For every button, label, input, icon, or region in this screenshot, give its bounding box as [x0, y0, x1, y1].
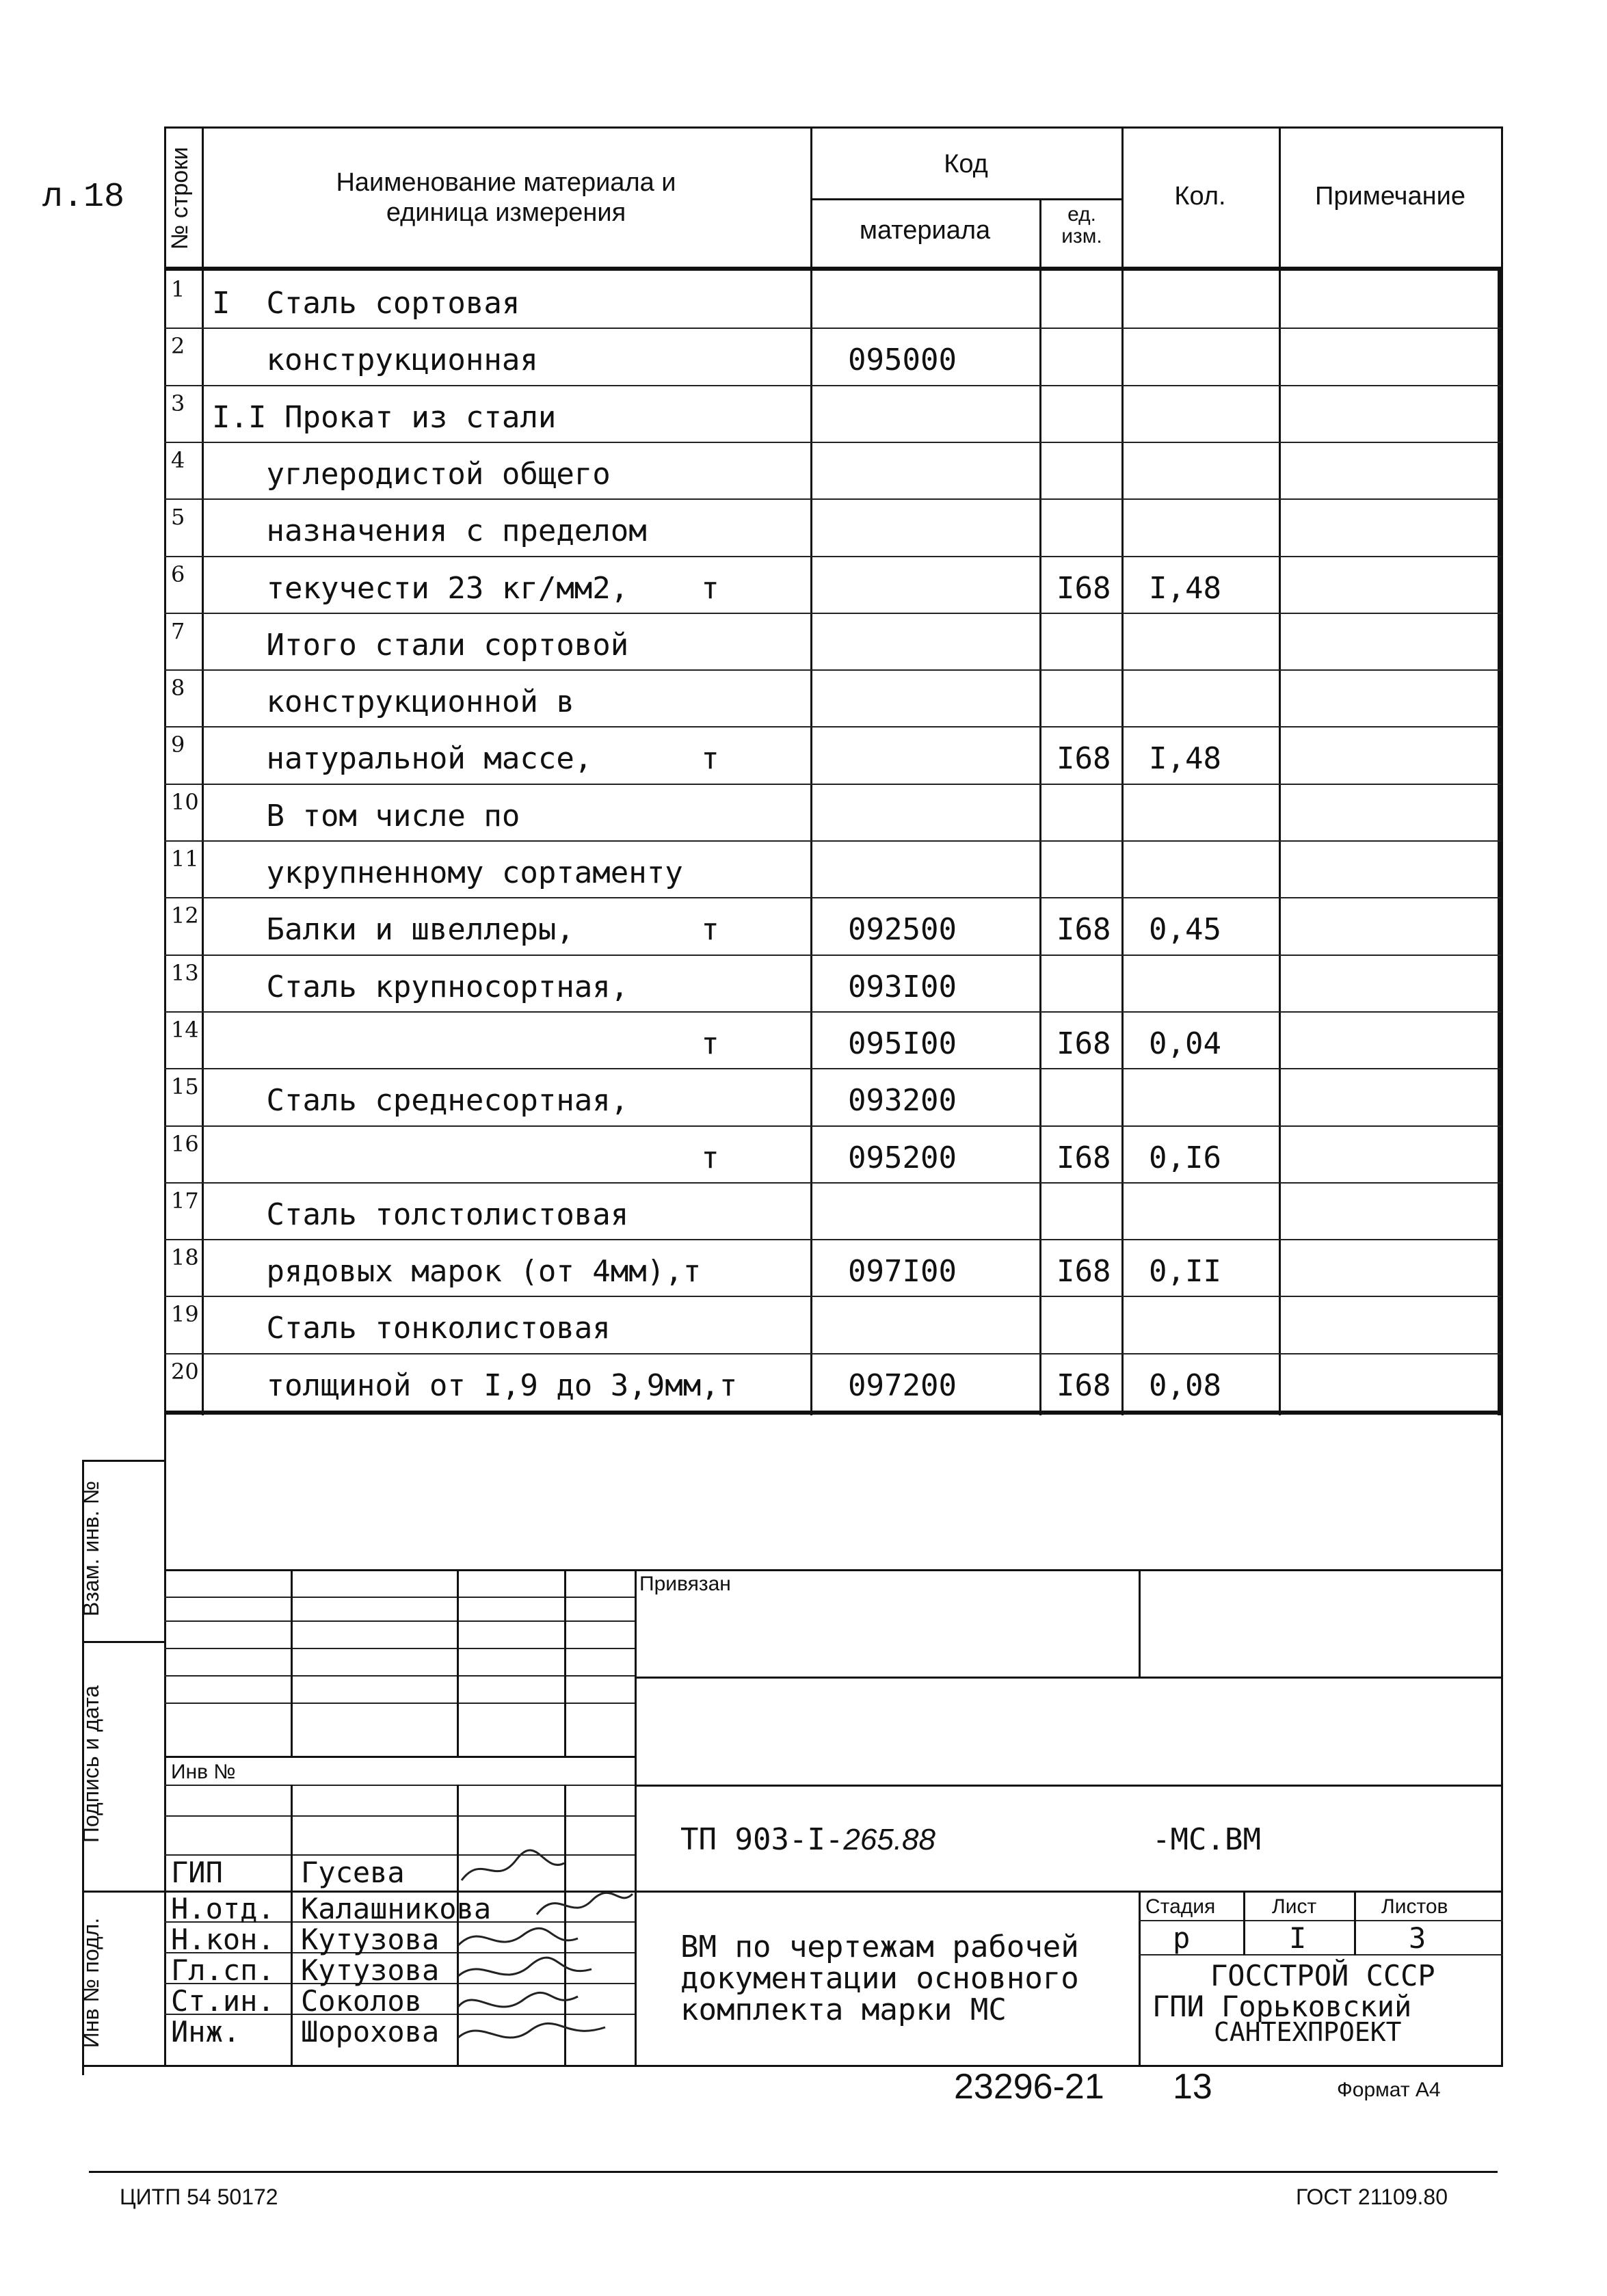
row-name: I Сталь сортовая	[212, 286, 520, 321]
row-code: 097200	[848, 1367, 957, 1403]
row-qty: 0,II	[1149, 1254, 1221, 1290]
row-name: текучести 23 кг/мм2, т	[212, 570, 719, 606]
row-name: укрупненному сортаменту	[212, 855, 683, 890]
row-number: 10	[171, 788, 199, 815]
row-number: 18	[171, 1244, 199, 1271]
stamp-sheet: I	[1289, 1921, 1307, 1955]
stamp-sheets-label: Листов	[1381, 1895, 1448, 1918]
row-unit: I68	[1057, 1140, 1111, 1175]
row-name: В том числе по	[212, 798, 520, 833]
row-number: 9	[171, 732, 185, 758]
row-qty: I,48	[1149, 741, 1221, 777]
footer-page-no: 13	[1173, 2067, 1212, 2107]
row-number: 17	[171, 1187, 199, 1214]
row-name: Балки и швеллеры, т	[212, 912, 719, 948]
row-number: 7	[171, 617, 185, 644]
footer-doc-no: 23296-21	[954, 2067, 1104, 2107]
header-code-unit: ед. изм.	[1061, 203, 1102, 248]
stamp-inv-no: Инв №	[171, 1761, 236, 1783]
row-code: 092500	[848, 912, 957, 948]
row-code: 095200	[848, 1140, 957, 1175]
row-qty: 0,08	[1149, 1367, 1221, 1403]
row-number: 14	[171, 1016, 199, 1043]
org-line1: ГОССТРОЙ СССР	[1210, 1959, 1435, 1992]
stamp-sheet-label: Лист	[1272, 1895, 1317, 1918]
row-number: 16	[171, 1130, 199, 1157]
row-qty: 0,45	[1149, 912, 1221, 948]
row-name: натуральной массе, т	[212, 741, 719, 777]
footer-gost: ГОСТ 21109.80	[1296, 2185, 1448, 2209]
row-number: 1	[171, 276, 185, 302]
org-line3: САНТЕХПРОЕКТ	[1214, 2017, 1402, 2047]
row-unit: I68	[1057, 741, 1111, 777]
row-number: 15	[171, 1073, 199, 1100]
row-unit: I68	[1057, 1026, 1111, 1061]
staff-role: Ст.ин.	[171, 1984, 275, 2018]
header-code: Код	[944, 150, 988, 178]
row-name: Сталь крупносортная,	[212, 969, 629, 1004]
row-number: 19	[171, 1301, 199, 1328]
doc-mark: -МС.ВМ	[1152, 1822, 1261, 1857]
row-number: 13	[171, 959, 199, 986]
org-line2: ГПИ Горьковский	[1152, 1990, 1412, 2023]
row-unit: I68	[1057, 1254, 1111, 1290]
row-name: Сталь тонколистовая	[212, 1311, 611, 1346]
row-number: 6	[171, 561, 185, 587]
row-unit: I68	[1057, 1367, 1111, 1403]
header-qty: Кол.	[1174, 182, 1226, 211]
row-number: 4	[171, 446, 185, 473]
staff-role: Инж.	[171, 2015, 241, 2048]
side-inv-podl: Инв № подл.	[79, 1917, 103, 2048]
row-name: т	[212, 1140, 719, 1175]
row-name: назначения с пределом	[212, 513, 647, 549]
staff-name: Калашникова	[301, 1892, 492, 1925]
header-note: Примечание	[1315, 182, 1465, 211]
footer-printer: ЦИТП 54 50172	[120, 2185, 278, 2209]
staff-role: Гл.сп.	[171, 1953, 275, 1987]
staff-role: Н.кон.	[171, 1923, 275, 1956]
row-name: углеродистой общего	[212, 456, 611, 492]
side-podpis: Подпись и дата	[79, 1685, 103, 1843]
row-code: 093I00	[848, 969, 957, 1004]
staff-role: Н.отд.	[171, 1892, 275, 1925]
staff-name: Шорохова	[301, 2015, 440, 2048]
row-unit: I68	[1057, 570, 1111, 606]
row-name: рядовых марок (от 4мм),т	[212, 1254, 702, 1290]
row-number: 5	[171, 504, 185, 531]
row-code: 095000	[848, 343, 957, 378]
staff-name: Гусева	[301, 1856, 405, 1889]
row-number: 8	[171, 675, 185, 702]
row-qty: 0,I6	[1149, 1140, 1221, 1175]
row-name: конструкционная	[212, 343, 538, 378]
row-name: Итого стали сортовой	[212, 627, 629, 663]
row-name: конструкционной в	[212, 684, 574, 720]
footer-format: Формат А4	[1337, 2079, 1441, 2101]
row-name: I.I Прокат из стали	[212, 399, 557, 435]
row-number: 3	[171, 390, 185, 416]
stamp-stage: р	[1173, 1921, 1191, 1955]
sheet-label: л.18	[42, 178, 125, 217]
staff-role: ГИП	[171, 1856, 223, 1889]
row-code: 093200	[848, 1083, 957, 1119]
header-code-material: материала	[859, 216, 991, 245]
row-code: 097I00	[848, 1254, 957, 1290]
row-unit: I68	[1057, 912, 1111, 948]
stamp-stage-label: Стадия	[1145, 1895, 1216, 1918]
row-number: 2	[171, 333, 185, 360]
row-qty: 0,04	[1149, 1026, 1221, 1061]
header-name: Наименование материала и единица измерения	[336, 168, 676, 227]
row-number: 12	[171, 903, 199, 929]
row-number: 20	[171, 1358, 199, 1385]
row-name: Сталь толстолистовая	[212, 1197, 629, 1232]
row-name: т	[212, 1026, 719, 1061]
signatures	[455, 1846, 646, 2065]
doc-code: ТП 903-I-265.88	[680, 1822, 935, 1857]
stamp-privyazan: Привязан	[639, 1573, 731, 1595]
staff-name: Кутузова	[301, 1953, 440, 1987]
header-row-number: № строки	[167, 146, 193, 250]
row-name: Сталь среднесортная,	[212, 1083, 629, 1119]
staff-name: Кутузова	[301, 1923, 440, 1956]
row-qty: I,48	[1149, 570, 1221, 606]
stamp-title: ВМ по чертежам рабочей документации основного комплекта марки МС	[680, 1930, 1079, 2027]
row-code: 095I00	[848, 1026, 957, 1061]
stamp-sheets: 3	[1409, 1921, 1426, 1955]
side-vzam: Взам. инв. №	[79, 1480, 103, 1617]
row-number: 11	[171, 846, 199, 872]
row-name: толщиной от I,9 до 3,9мм,т	[212, 1367, 738, 1403]
staff-name: Соколов	[301, 1984, 423, 2018]
